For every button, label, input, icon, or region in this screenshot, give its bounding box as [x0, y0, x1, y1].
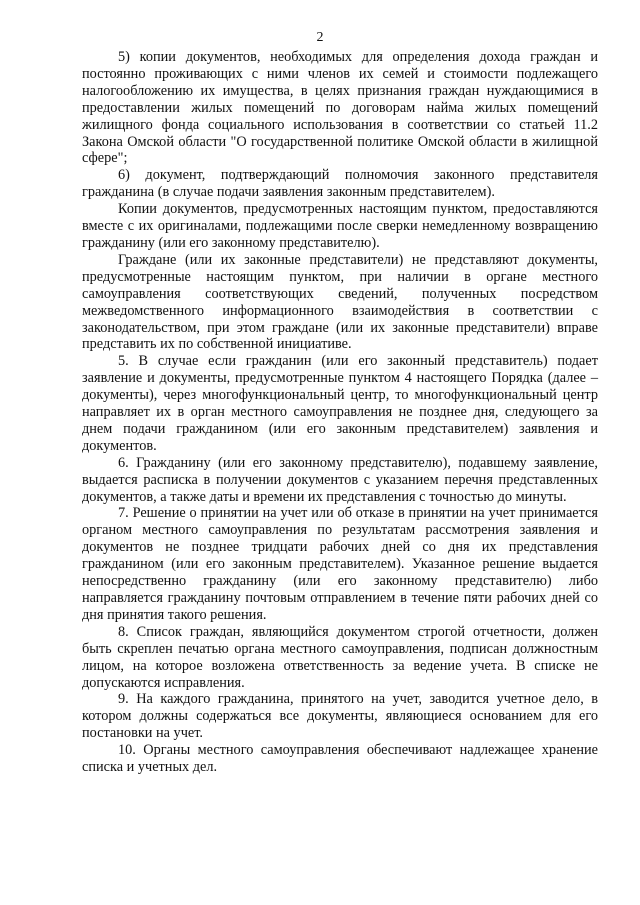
paragraph-clause-7: 7. Решение о принятии на учет или об отказе в принятии на учет принимается органом местного самоуправления по результатам рассмотрения заявления и документов не позднее тридцати рабочих дней со дня их представления гражданином (или его законным представителем). Указанное решение выдается непосредственно гражданину (или его законному представителю) либо направляется гражданину почтовым отправлением в течение пяти рабочих дней со дня принятия такого решения.	[82, 505, 598, 623]
paragraph-clause-10: 10. Органы местного самоуправления обеспечивают надлежащее хранение списка и учетных дел.	[82, 742, 598, 776]
paragraph-clause-6: 6. Гражданину (или его законному представителю), подавшему заявление, выдается расписка в получении документов с указанием перечня представленных документов, а также даты и времени их представления с точностью до минуты.	[82, 454, 598, 505]
paragraph-copies-of-documents: Копии документов, предусмотренных настоящим пунктом, предоставляются вместе с их оригиналами, подлежащими после сверки немедленному возвращению гражданину (или его законному представителю).	[82, 201, 598, 251]
paragraph-item-6-representative-document: 6) документ, подтверждающий полномочия законного представителя гражданина (в случае подачи заявления законным представителем).	[82, 167, 598, 201]
paragraph-clause-9: 9. На каждого гражданина, принятого на учет, заводится учетное дело, в котором должны содержаться все документы, являющиеся основанием для его постановки на учет.	[82, 691, 598, 742]
paragraph-item-5-income-documents: 5) копии документов, необходимых для определения дохода граждан и постоянно проживающих с ними членов их семей и стоимости подлежащего налогообложению их имущества, в целях признания граждан нуждающимися в предоставлении жилых помещений по договорам найма жилых помещений жилищного фонда социального использования в соответствии со статьей 11.2 Закона Омской области "О государственной политике Омской области в жилищной сфере";	[82, 49, 598, 167]
document-body	[82, 49, 598, 776]
paragraph-interagency-information: Граждане (или их законные представители) не представляют документы, предусмотренные настоящим пунктом, при наличии в органе местного самоуправления соответствующих сведений, полученных посредством межведомственного информационного взаимодействия в соответствии с законодательством, при этом граждане (или их законные представители) вправе представить их по собственной инициативе.	[82, 251, 598, 353]
page-number: 2	[316, 30, 324, 45]
paragraph-clause-8: 8. Список граждан, являющийся документом строгой отчетности, должен быть скреплен печатью органа местного самоуправления, подписан должностным лицом, на которое возложена ответственность за ведение учета. В списке не допускаются исправления.	[82, 623, 598, 691]
paragraph-clause-5: 5. В случае если гражданин (или его законный представитель) подает заявление и документы, предусмотренные пунктом 4 настоящего Порядка (далее – документы), через многофункциональный центр, то многофункциональный центр направляет их в орган местного самоуправления не позднее дня, следующего за днем подачи гражданином (или его законным представителем) заявления и документов.	[82, 353, 598, 454]
